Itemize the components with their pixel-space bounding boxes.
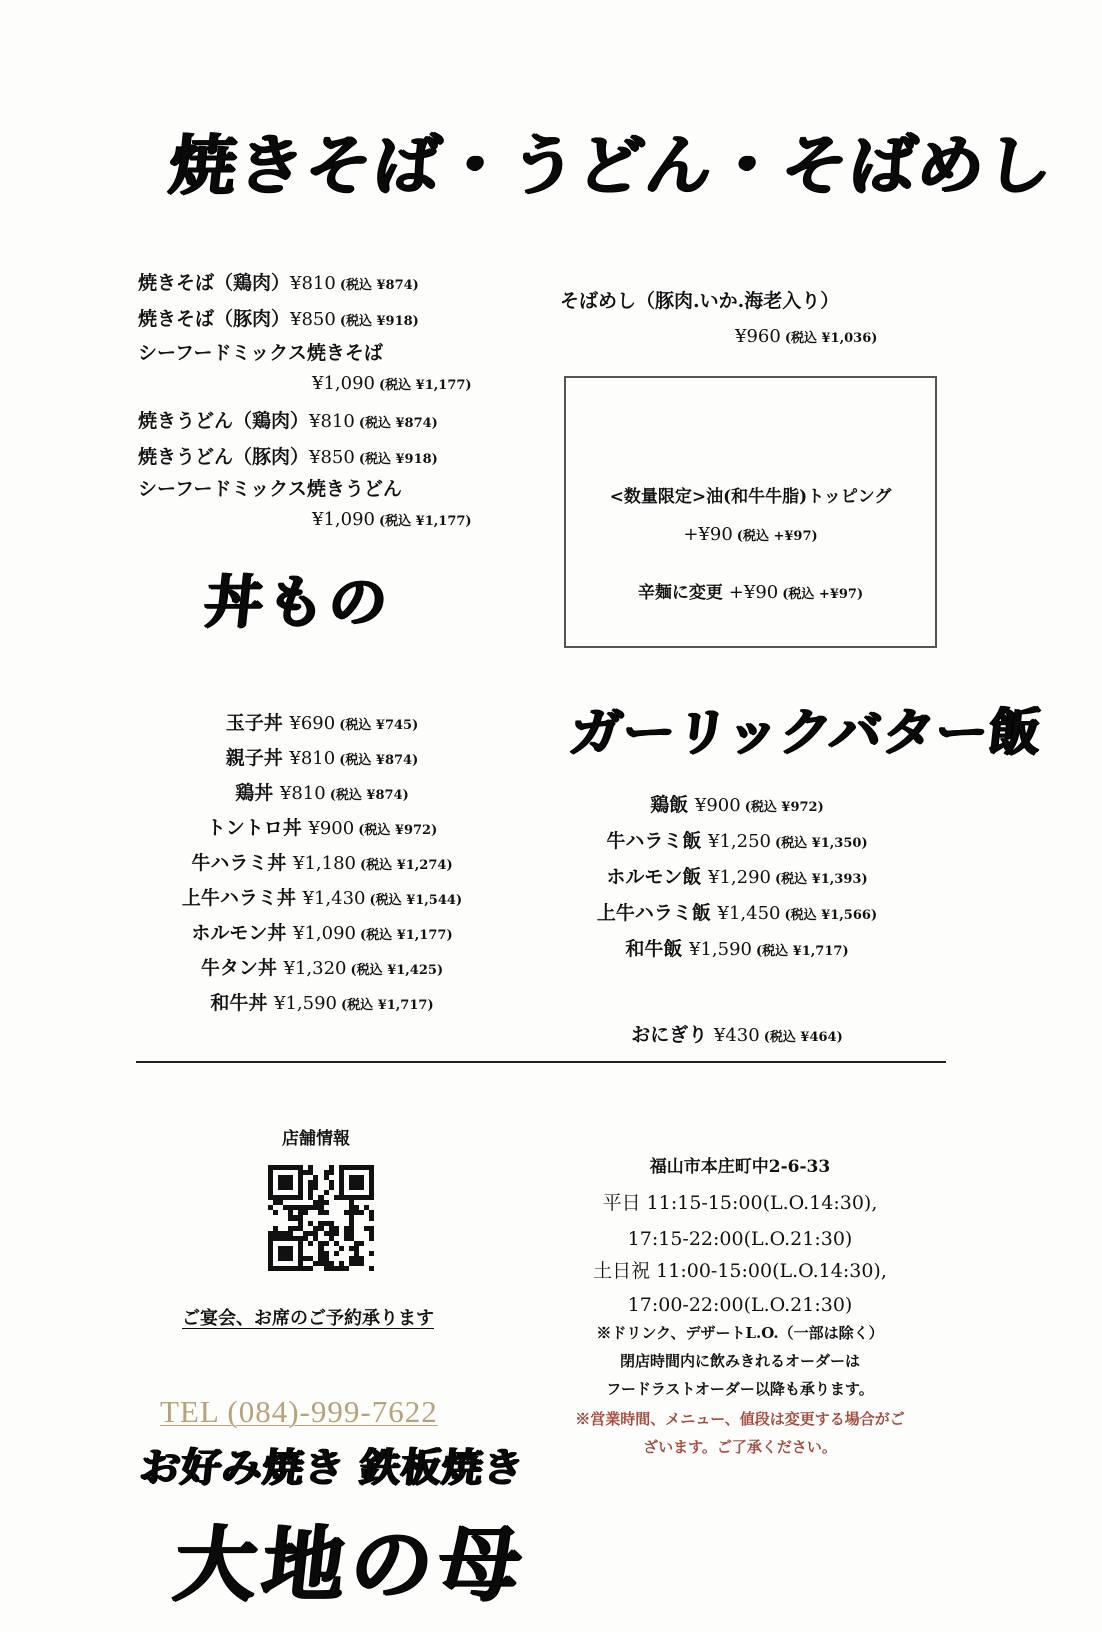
item-price: ¥850 xyxy=(309,447,355,468)
item-name: シーフードミックス焼きうどん xyxy=(138,478,402,500)
item-name: 焼きうどん（鶏肉） xyxy=(138,410,310,432)
store-info-label: 店舗情報 xyxy=(282,1129,350,1149)
menu-item xyxy=(201,953,443,980)
menu-item-price-line xyxy=(312,508,472,530)
item-tax: (税込 ¥874) xyxy=(339,753,419,768)
item-tax: (税込 ¥1,177) xyxy=(378,378,472,393)
item-name: 親子丼 xyxy=(225,747,283,769)
item-price: ¥1,290 xyxy=(708,867,772,888)
item-price: ¥1,450 xyxy=(717,903,781,924)
menu-item xyxy=(226,743,418,770)
item-tax: (税込 ¥1,274) xyxy=(360,858,453,873)
brand-tagline: お好み焼き 鉄板焼き xyxy=(137,1445,526,1491)
item-price: ¥1,250 xyxy=(708,831,772,852)
item-price: ¥810 xyxy=(309,411,355,432)
item-price: ¥690 xyxy=(289,713,336,734)
brand-logo: 大地の母 xyxy=(169,1518,532,1613)
topping-box xyxy=(564,376,937,648)
lo-note: ※ドリンク、デザートL.O.（一部は除く） xyxy=(596,1324,884,1342)
item-price: ¥810 xyxy=(290,273,336,294)
change-warning: ※営業時間、メニュー、値段は変更する場合がご xyxy=(575,1410,905,1428)
noodles-heading: 焼きそば・うどん・そばめし xyxy=(165,127,1058,204)
menu-item xyxy=(210,988,433,1015)
hours-holiday-evening: 17:00-22:00(L.O.21:30) xyxy=(627,1294,853,1316)
item-name: おにぎり xyxy=(631,1024,708,1046)
spicy-tax: (税込 +¥97) xyxy=(782,587,864,602)
item-tax: (税込 ¥1,036) xyxy=(784,331,878,346)
menu-item xyxy=(138,268,419,295)
menu-item xyxy=(138,304,419,331)
item-tax: (税込 ¥1,544) xyxy=(369,893,463,908)
menu-item xyxy=(207,813,437,840)
item-price: ¥1,090 xyxy=(312,373,375,394)
donburi-heading: 丼もの xyxy=(200,568,395,636)
item-tax: (税込 ¥1,566) xyxy=(784,908,878,923)
menu-item xyxy=(606,826,867,853)
topping-price: +¥90 xyxy=(683,524,733,545)
item-tax: (税込 ¥1,425) xyxy=(350,963,444,978)
spicy-label: 辛麺に変更 xyxy=(637,583,723,603)
item-name: ホルモン丼 xyxy=(191,922,287,944)
item-tax: (税込 ¥972) xyxy=(744,800,824,815)
menu-item xyxy=(191,848,452,875)
item-price: ¥1,590 xyxy=(274,993,338,1014)
hours-weekday: 平日 11:15-15:00(L.O.14:30), xyxy=(602,1192,878,1214)
item-tax: (税込 ¥464) xyxy=(763,1030,843,1045)
menu-item xyxy=(138,442,438,469)
topping-line: <数量限定>油(和牛牛脂)トッピング xyxy=(609,487,892,507)
menu-item xyxy=(235,778,408,805)
item-name: トントロ丼 xyxy=(206,817,302,839)
item-name: 焼きそば（鶏肉） xyxy=(138,272,291,294)
item-price: ¥900 xyxy=(308,818,355,839)
item-tax: (税込 ¥874) xyxy=(358,416,438,431)
item-tax: (税込 ¥874) xyxy=(339,278,419,293)
section-divider xyxy=(136,1061,946,1063)
menu-item xyxy=(606,862,867,889)
item-price: ¥900 xyxy=(694,795,741,816)
menu-item xyxy=(138,406,438,433)
topping-price-line xyxy=(566,524,935,545)
item-name: 焼きうどん（豚肉） xyxy=(138,446,310,468)
item-tax: (税込 ¥1,177) xyxy=(360,928,453,943)
item-name: 和牛丼 xyxy=(210,992,268,1014)
hours-weekday-evening: 17:15-22:00(L.O.21:30) xyxy=(627,1228,853,1250)
sobameshi-name: そばめし（豚肉.いか.海老入り） xyxy=(560,290,840,312)
item-tax: (税込 ¥1,717) xyxy=(341,998,434,1013)
item-tax: (税込 ¥972) xyxy=(358,823,438,838)
item-price: ¥1,590 xyxy=(689,939,753,960)
item-tax: (税込 ¥1,393) xyxy=(775,872,868,887)
item-name: シーフードミックス焼きそば xyxy=(138,342,383,364)
menu-item xyxy=(226,708,418,735)
item-name: 玉子丼 xyxy=(225,712,283,734)
order-note: 閉店時間内に飲みきれるオーダーは xyxy=(619,1352,861,1370)
sobameshi-price-line xyxy=(735,325,877,347)
item-name: 和牛飯 xyxy=(625,938,683,960)
address: 福山市本庄町中2-6-33 xyxy=(649,1157,831,1177)
item-name: 焼きそば（豚肉） xyxy=(138,308,291,330)
item-price: ¥1,090 xyxy=(293,923,357,944)
item-price: ¥810 xyxy=(279,783,326,804)
item-name: 牛ハラミ飯 xyxy=(606,830,702,852)
onigiri-item xyxy=(631,1020,842,1047)
item-price: ¥1,090 xyxy=(312,509,375,530)
item-tax: (税込 ¥918) xyxy=(339,314,419,329)
item-tax: (税込 ¥745) xyxy=(339,718,419,733)
item-price: ¥1,320 xyxy=(283,958,347,979)
item-price: ¥1,180 xyxy=(293,853,357,874)
menu-item xyxy=(625,934,848,961)
item-name: 上牛ハラミ飯 xyxy=(596,902,711,924)
topping-tax: (税込 +¥97) xyxy=(736,529,818,544)
hours-holiday: 土日祝 11:00-15:00(L.O.14:30), xyxy=(593,1260,887,1282)
item-name: 鶏飯 xyxy=(650,794,689,816)
item-price: ¥1,430 xyxy=(302,888,366,909)
item-name: 上牛ハラミ丼 xyxy=(181,887,296,909)
item-name: 鶏丼 xyxy=(235,782,274,804)
item-price: ¥810 xyxy=(289,748,336,769)
item-price: ¥960 xyxy=(735,326,781,347)
garlic-rice-heading: ガーリックバター飯 xyxy=(566,703,1045,763)
item-price: ¥430 xyxy=(713,1025,760,1046)
item-tax: (税込 ¥1,350) xyxy=(775,836,868,851)
change-warning-2: ざいます。ご了承ください。 xyxy=(643,1438,837,1456)
menu-item xyxy=(597,898,877,925)
item-name: 牛タン丼 xyxy=(200,957,277,979)
qr-code-icon[interactable] xyxy=(268,1165,374,1271)
item-tax: (税込 ¥918) xyxy=(358,452,438,467)
reservation-note: ご宴会、お席のご予約承ります xyxy=(182,1308,434,1329)
item-tax: (税込 ¥874) xyxy=(329,788,409,803)
item-price: ¥850 xyxy=(290,309,336,330)
item-tax: (税込 ¥1,177) xyxy=(378,514,472,529)
phone-number[interactable]: TEL (084)-999-7622 xyxy=(160,1394,438,1429)
menu-item xyxy=(191,918,452,945)
item-name: 牛ハラミ丼 xyxy=(191,852,287,874)
menu-item xyxy=(182,883,462,910)
menu-item-price-line xyxy=(312,372,472,394)
spicy-price: +¥90 xyxy=(728,582,779,603)
order-note-2: フードラストオーダー以降も承ります。 xyxy=(606,1380,874,1398)
spicy-noodle-line xyxy=(566,578,935,603)
item-name: ホルモン飯 xyxy=(606,866,702,888)
item-tax: (税込 ¥1,717) xyxy=(756,944,849,959)
menu-item xyxy=(650,790,823,817)
